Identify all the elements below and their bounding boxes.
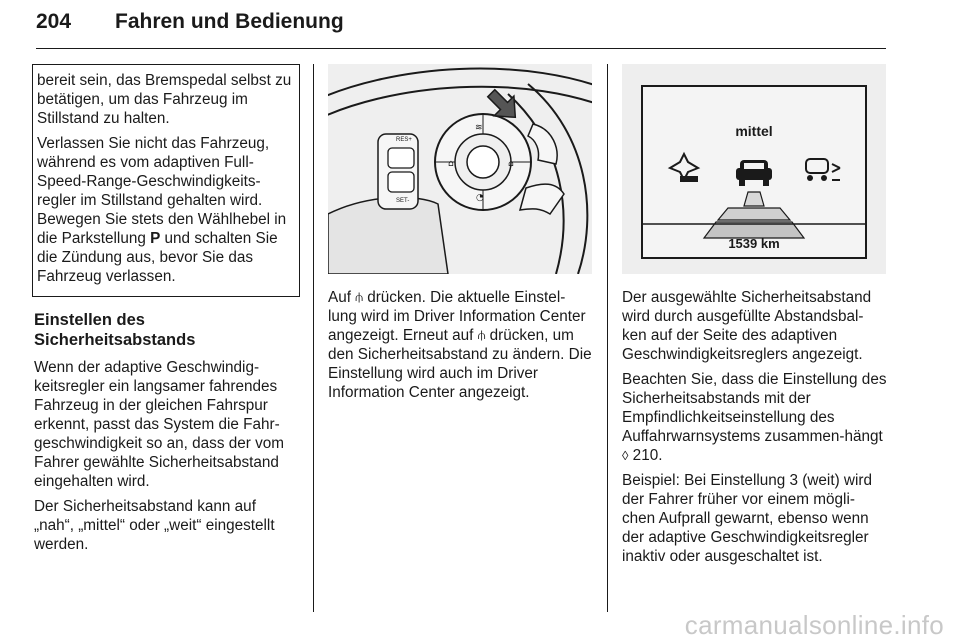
distance-setting-label: mittel [735, 123, 773, 139]
steering-wheel-figure [328, 64, 592, 274]
column-3 [622, 64, 888, 572]
page-reference-arrow-icon: ◊ [622, 448, 629, 463]
steering-wheel-illustration [328, 64, 592, 274]
body-paragraph-2: Der Sicherheitsabstand kann auf „nah“, „mittel“ oder „weit“ eingestellt werden. [34, 498, 275, 553]
dic-display-figure [622, 64, 886, 274]
section-heading: Einstellen des Sicherheitsabstands [34, 311, 196, 349]
note-paragraph-1: bereit sein, das Bremspedal selbst zu betätigen, um das Fahrzeug im Stillstand zu halten. [37, 72, 292, 127]
distance-button-icon: ⫛ [477, 327, 486, 342]
page-number: 204 [36, 10, 72, 33]
set-label: SET- [396, 198, 410, 204]
svg-text:⌂: ⌂ [448, 159, 454, 169]
body-paragraph-1: Wenn der adaptive Geschwindig-keitsregler ein langsamer fahrendes Fahrzeug in der gleichen Fahrspur erkennt, passt das System die Fahr-geschwindigkeit so an, dass der vom Fahrer gewählte Sicherheitsabstand eingehalten wird. [34, 359, 284, 490]
page-header [36, 6, 886, 50]
chapter-title: Fahren und Bedienung [115, 10, 344, 33]
column-2 [328, 64, 592, 408]
distance-button-icon: ⫛ [355, 289, 363, 304]
page-reference[interactable]: 210. [628, 447, 663, 464]
header-rule [36, 48, 886, 49]
res-label: RES+ [396, 137, 412, 143]
svg-text:≋: ≋ [475, 123, 483, 133]
body-paragraph-5: Beispiel: Bei Einstellung 3 (weit) wird der Fahrer früher vor einem mögli-chen Aufprall gewarnt, ebenso wenn der adaptive Geschwindigkeitsregler inaktiv oder ausgeschaltet ist. [622, 472, 872, 565]
column-1 [34, 64, 300, 560]
instruction-paragraph: Auf ⫛ drücken. Die aktuelle Einstel-lung wird im Driver Information Center angezeigt. Erneut auf ⫛ drücken, um den Sicherheitsabstand zu ändern. Die Einstellung wird auch im Driver Information Center angezeigt. [328, 289, 592, 401]
svg-text:⌂: ⌂ [508, 159, 514, 169]
watermark: carmanualsonline.info [684, 610, 944, 640]
body-paragraph-4: Beachten Sie, dass die Einstellung des Sicherheitsabstands mit der Empfindlichkeitseinstellung des Auffahrwarnsystems zusammen-hängt ◊ 210. [622, 371, 887, 464]
column-divider-1 [313, 64, 314, 612]
body-paragraph-3: Der ausgewählte Sicherheitsabstand wird durch ausgefüllte Abstandsbal-ken auf der Seite des adaptiven Geschwindigkeitsreglers angezeigt. [622, 289, 872, 363]
note-paragraph-2: Verlassen Sie nicht das Fahrzeug, während es vom adaptiven Full-Speed-Range-Geschwindigkeits-regler im Stillstand gehalten wird. Bewegen Sie stets den Wählhebel in die Parkstellung P und schalten Sie die Zündung aus, bevor Sie das Fahrzeug verlassen. [37, 135, 287, 285]
warning-note-box [32, 64, 300, 297]
odometer-readout: 1539 km [728, 236, 780, 251]
column-divider-2 [607, 64, 608, 612]
dic-display-illustration [622, 64, 886, 274]
svg-text:◔: ◔ [476, 193, 484, 203]
park-position-letter: P [150, 230, 161, 247]
